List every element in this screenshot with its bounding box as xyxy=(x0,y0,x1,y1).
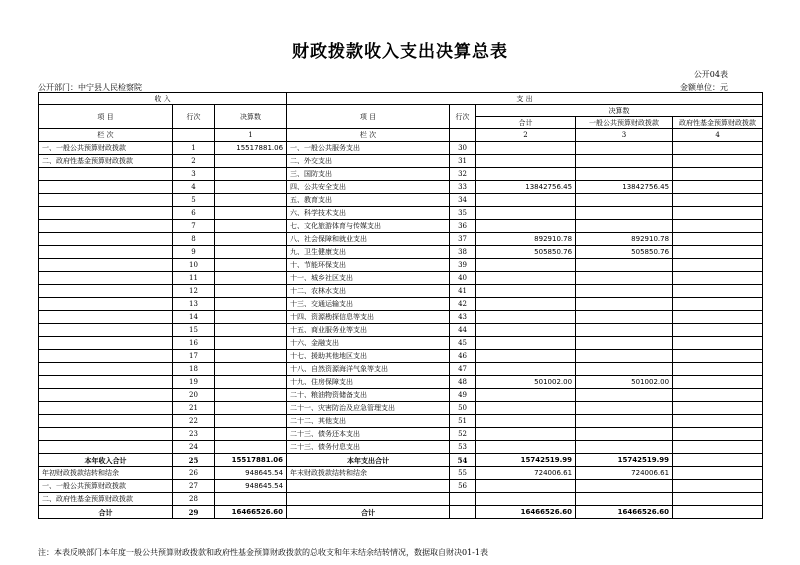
income-amount xyxy=(215,389,287,402)
expense-general xyxy=(576,311,673,324)
column-label-2: 栏 次 xyxy=(287,129,450,142)
table-row xyxy=(39,285,763,298)
income-item-header: 项 目 xyxy=(39,105,173,129)
expense-row-no: 53 xyxy=(450,441,476,454)
expense-item: 十四、资源勘探信息等支出 xyxy=(287,311,450,324)
expense-general xyxy=(576,493,673,506)
expense-total xyxy=(476,311,576,324)
income-amount xyxy=(215,233,287,246)
income-row-no: 1 xyxy=(173,142,215,155)
income-item: 二、政府性基金预算财政拨款 xyxy=(39,155,173,168)
expense-item: 二十三、债务还本支出 xyxy=(287,428,450,441)
expense-item: 三、国防支出 xyxy=(287,168,450,181)
expense-general xyxy=(576,415,673,428)
expense-row-no: 32 xyxy=(450,168,476,181)
expense-item: 八、社会保障和就业支出 xyxy=(287,233,450,246)
expense-fund xyxy=(673,363,763,376)
expense-fund xyxy=(673,194,763,207)
expense-item-header: 项 目 xyxy=(287,105,450,129)
expense-row-no: 46 xyxy=(450,350,476,363)
total-header: 合计 xyxy=(476,117,576,129)
expense-fund xyxy=(673,350,763,363)
expense-general xyxy=(576,272,673,285)
expense-row-no: 55 xyxy=(450,467,476,480)
table-row xyxy=(39,337,763,350)
expense-total xyxy=(476,441,576,454)
income-amount: 15517881.06 xyxy=(215,142,287,155)
expense-total xyxy=(476,337,576,350)
column-1: 1 xyxy=(215,129,287,142)
income-row-header: 行次 xyxy=(173,105,215,129)
income-row-no: 24 xyxy=(173,441,215,454)
table-row xyxy=(39,168,763,181)
income-item xyxy=(39,272,173,285)
expense-row-no: 51 xyxy=(450,415,476,428)
income-row-no: 21 xyxy=(173,402,215,415)
income-header: 收 入 xyxy=(39,93,287,105)
expense-general xyxy=(576,298,673,311)
expense-item: 合计 xyxy=(287,506,450,519)
form-number: 公开04表 xyxy=(693,70,728,79)
expense-general xyxy=(576,259,673,272)
expense-total xyxy=(476,428,576,441)
expense-row-no: 31 xyxy=(450,155,476,168)
table-row xyxy=(39,506,763,519)
expense-total xyxy=(476,389,576,402)
table-row xyxy=(39,259,763,272)
expense-fund xyxy=(673,402,763,415)
expense-general xyxy=(576,285,673,298)
expense-fund xyxy=(673,493,763,506)
expense-total xyxy=(476,298,576,311)
expense-item: 二十、粮油物资储备支出 xyxy=(287,389,450,402)
income-amount xyxy=(215,376,287,389)
income-amount xyxy=(215,298,287,311)
income-amount xyxy=(215,493,287,506)
expense-general xyxy=(576,402,673,415)
income-row-no: 15 xyxy=(173,324,215,337)
expense-row-no: 47 xyxy=(450,363,476,376)
income-amount xyxy=(215,272,287,285)
expense-row-no: 36 xyxy=(450,220,476,233)
expense-header: 支 出 xyxy=(287,93,763,105)
income-amount xyxy=(215,415,287,428)
income-row-no: 11 xyxy=(173,272,215,285)
income-row-no: 20 xyxy=(173,389,215,402)
table-row xyxy=(39,298,763,311)
income-amount xyxy=(215,168,287,181)
income-item xyxy=(39,350,173,363)
general-budget-header: 一般公共预算财政拨款 xyxy=(576,117,673,129)
expense-total: 15742519.99 xyxy=(476,454,576,467)
income-item xyxy=(39,220,173,233)
table-row xyxy=(39,454,763,467)
income-amount xyxy=(215,220,287,233)
expense-general xyxy=(576,480,673,493)
income-amount: 15517881.06 xyxy=(215,454,287,467)
income-item xyxy=(39,402,173,415)
expense-general xyxy=(576,337,673,350)
expense-row-no: 49 xyxy=(450,389,476,402)
expense-fund xyxy=(673,441,763,454)
expense-general: 501002.00 xyxy=(576,376,673,389)
expense-total: 892910.78 xyxy=(476,233,576,246)
expense-item: 十六、金融支出 xyxy=(287,337,450,350)
income-amount xyxy=(215,337,287,350)
expense-item: 二十三、债务付息支出 xyxy=(287,441,450,454)
income-item xyxy=(39,389,173,402)
income-item: 二、政府性基金预算财政拨款 xyxy=(39,493,173,506)
expense-item: 七、文化旅游体育与传媒支出 xyxy=(287,220,450,233)
expense-item: 二十一、灾害防治及应急管理支出 xyxy=(287,402,450,415)
expense-row-no: 44 xyxy=(450,324,476,337)
income-item xyxy=(39,311,173,324)
income-amount xyxy=(215,441,287,454)
table-row xyxy=(39,389,763,402)
expense-general xyxy=(576,428,673,441)
income-row-no: 10 xyxy=(173,259,215,272)
expense-item: 年末财政拨款结转和结余 xyxy=(287,467,450,480)
expense-total xyxy=(476,272,576,285)
income-item xyxy=(39,181,173,194)
income-item: 年初财政拨款结转和结余 xyxy=(39,467,173,480)
expense-general xyxy=(576,350,673,363)
table-row xyxy=(39,246,763,259)
expense-general xyxy=(576,155,673,168)
expense-total: 724006.61 xyxy=(476,467,576,480)
income-item: 合计 xyxy=(39,506,173,519)
income-item xyxy=(39,168,173,181)
expense-fund xyxy=(673,506,763,519)
expense-total xyxy=(476,350,576,363)
income-row-no: 28 xyxy=(173,493,215,506)
income-amount: 948645.54 xyxy=(215,467,287,480)
table-row xyxy=(39,181,763,194)
fund-budget-header: 政府性基金预算财政拨款 xyxy=(673,117,763,129)
table-row xyxy=(39,324,763,337)
expense-fund xyxy=(673,181,763,194)
expense-fund xyxy=(673,155,763,168)
expense-row-no: 35 xyxy=(450,207,476,220)
expense-total xyxy=(476,142,576,155)
income-item xyxy=(39,428,173,441)
expense-item: 四、公共安全支出 xyxy=(287,181,450,194)
expense-fund xyxy=(673,233,763,246)
expense-row-no: 48 xyxy=(450,376,476,389)
expense-fund xyxy=(673,376,763,389)
table-row xyxy=(39,350,763,363)
expense-total xyxy=(476,480,576,493)
income-amount: 16466526.60 xyxy=(215,506,287,519)
income-row-no: 19 xyxy=(173,376,215,389)
income-row-no: 4 xyxy=(173,181,215,194)
income-row-no: 26 xyxy=(173,467,215,480)
column-4: 4 xyxy=(673,129,763,142)
expense-row-no: 40 xyxy=(450,272,476,285)
expense-row-no xyxy=(450,493,476,506)
table-row xyxy=(39,493,763,506)
income-row-no: 13 xyxy=(173,298,215,311)
expense-total xyxy=(476,220,576,233)
expense-general: 15742519.99 xyxy=(576,454,673,467)
expense-general xyxy=(576,220,673,233)
table-row xyxy=(39,311,763,324)
expense-total xyxy=(476,324,576,337)
expense-row-no: 42 xyxy=(450,298,476,311)
expense-total xyxy=(476,285,576,298)
expense-general xyxy=(576,363,673,376)
income-item xyxy=(39,324,173,337)
expense-amount-header: 决算数 xyxy=(476,105,763,117)
income-row-no: 8 xyxy=(173,233,215,246)
table-row xyxy=(39,428,763,441)
income-item: 一、一般公共预算财政拨款 xyxy=(39,480,173,493)
income-row-no: 29 xyxy=(173,506,215,519)
table-row xyxy=(39,363,763,376)
expense-general xyxy=(576,142,673,155)
expense-total xyxy=(476,259,576,272)
income-amount xyxy=(215,324,287,337)
expense-total xyxy=(476,155,576,168)
expense-fund xyxy=(673,168,763,181)
income-item xyxy=(39,194,173,207)
income-row-no: 22 xyxy=(173,415,215,428)
expense-general: 16466526.60 xyxy=(576,506,673,519)
income-row-no: 3 xyxy=(173,168,215,181)
report-title: 财政拨款收入支出决算总表 xyxy=(292,42,508,62)
expense-fund xyxy=(673,337,763,350)
income-row-no: 2 xyxy=(173,155,215,168)
income-amount-header: 决算数 xyxy=(215,105,287,129)
expense-fund xyxy=(673,415,763,428)
table-row xyxy=(39,194,763,207)
expense-fund xyxy=(673,298,763,311)
column-2: 2 xyxy=(476,129,576,142)
expense-row-no xyxy=(450,506,476,519)
income-row-no: 18 xyxy=(173,363,215,376)
table-row xyxy=(39,402,763,415)
income-item xyxy=(39,233,173,246)
expense-item: 十七、援助其他地区支出 xyxy=(287,350,450,363)
expense-fund xyxy=(673,259,763,272)
income-amount xyxy=(215,363,287,376)
expense-general xyxy=(576,194,673,207)
income-amount xyxy=(215,402,287,415)
expense-item: 十九、住房保障支出 xyxy=(287,376,450,389)
expense-total: 16466526.60 xyxy=(476,506,576,519)
income-item: 一、一般公共预算财政拨款 xyxy=(39,142,173,155)
expense-item: 十五、商业服务业等支出 xyxy=(287,324,450,337)
income-item xyxy=(39,259,173,272)
expense-row-no: 43 xyxy=(450,311,476,324)
table-row xyxy=(39,155,763,168)
expense-item: 六、科学技术支出 xyxy=(287,207,450,220)
expense-total: 13842756.45 xyxy=(476,181,576,194)
income-item: 本年收入合计 xyxy=(39,454,173,467)
expense-row-no: 50 xyxy=(450,402,476,415)
expense-row-header: 行次 xyxy=(450,105,476,129)
income-amount xyxy=(215,246,287,259)
expense-row-no: 45 xyxy=(450,337,476,350)
expense-total xyxy=(476,363,576,376)
expense-general xyxy=(576,207,673,220)
expense-total xyxy=(476,168,576,181)
expense-item: 十一、城乡社区支出 xyxy=(287,272,450,285)
expense-row-no: 37 xyxy=(450,233,476,246)
income-item xyxy=(39,363,173,376)
income-row-no: 16 xyxy=(173,337,215,350)
footnote: 注：本表反映部门本年度一般公共预算财政拨款和政府性基金预算财政拨款的总收支和年末结余结转情况，数据取自财决01-1表 xyxy=(38,548,488,557)
income-row-no: 7 xyxy=(173,220,215,233)
expense-general xyxy=(576,389,673,402)
income-amount xyxy=(215,350,287,363)
expense-row-no: 52 xyxy=(450,428,476,441)
income-amount xyxy=(215,181,287,194)
expense-fund xyxy=(673,285,763,298)
income-item xyxy=(39,415,173,428)
expense-fund xyxy=(673,311,763,324)
table-row xyxy=(39,220,763,233)
income-amount xyxy=(215,311,287,324)
table-row xyxy=(39,480,763,493)
income-item xyxy=(39,207,173,220)
expense-item: 本年支出合计 xyxy=(287,454,450,467)
income-item xyxy=(39,376,173,389)
income-item xyxy=(39,298,173,311)
expense-item: 十八、自然资源海洋气象等支出 xyxy=(287,363,450,376)
expense-general: 724006.61 xyxy=(576,467,673,480)
expense-fund xyxy=(673,389,763,402)
expense-fund xyxy=(673,428,763,441)
income-amount xyxy=(215,285,287,298)
amount-unit: 金额单位：元 xyxy=(680,83,728,92)
table-row xyxy=(39,207,763,220)
department: 公开部门：中宁县人民检察院 xyxy=(38,83,142,92)
expense-fund xyxy=(673,246,763,259)
expense-item xyxy=(287,480,450,493)
income-row-no: 9 xyxy=(173,246,215,259)
income-amount xyxy=(215,194,287,207)
expense-item: 十三、交通运输支出 xyxy=(287,298,450,311)
table-row xyxy=(39,441,763,454)
expense-item: 十、节能环保支出 xyxy=(287,259,450,272)
income-item xyxy=(39,246,173,259)
income-item xyxy=(39,441,173,454)
expense-general xyxy=(576,441,673,454)
table-row xyxy=(39,467,763,480)
expense-total xyxy=(476,207,576,220)
expense-fund xyxy=(673,467,763,480)
table-row xyxy=(39,415,763,428)
table-row xyxy=(39,142,763,155)
expense-fund xyxy=(673,220,763,233)
table-row xyxy=(39,272,763,285)
expense-fund xyxy=(673,480,763,493)
expense-item xyxy=(287,493,450,506)
expense-item: 九、卫生健康支出 xyxy=(287,246,450,259)
expense-general: 505850.76 xyxy=(576,246,673,259)
expense-fund xyxy=(673,207,763,220)
expense-item: 一、一般公共服务支出 xyxy=(287,142,450,155)
expense-item: 十二、农林水支出 xyxy=(287,285,450,298)
expense-total: 501002.00 xyxy=(476,376,576,389)
expense-item: 二、外交支出 xyxy=(287,155,450,168)
income-amount xyxy=(215,428,287,441)
expense-row-no: 41 xyxy=(450,285,476,298)
expense-item: 二十二、其他支出 xyxy=(287,415,450,428)
expense-general xyxy=(576,324,673,337)
expense-general xyxy=(576,168,673,181)
income-amount xyxy=(215,259,287,272)
expense-fund xyxy=(673,324,763,337)
expense-total xyxy=(476,402,576,415)
table-row xyxy=(39,376,763,389)
income-row-no: 25 xyxy=(173,454,215,467)
expense-fund xyxy=(673,454,763,467)
expense-total xyxy=(476,194,576,207)
expense-item: 五、教育支出 xyxy=(287,194,450,207)
expense-general: 892910.78 xyxy=(576,233,673,246)
income-item xyxy=(39,285,173,298)
expense-fund xyxy=(673,142,763,155)
income-row-no: 23 xyxy=(173,428,215,441)
income-row-no: 27 xyxy=(173,480,215,493)
expense-row-no: 56 xyxy=(450,480,476,493)
income-row-no: 17 xyxy=(173,350,215,363)
expense-row-no: 39 xyxy=(450,259,476,272)
budget-table xyxy=(38,92,763,519)
income-row-no: 6 xyxy=(173,207,215,220)
income-row-no: 14 xyxy=(173,311,215,324)
expense-general: 13842756.45 xyxy=(576,181,673,194)
income-amount xyxy=(215,207,287,220)
column-3: 3 xyxy=(576,129,673,142)
income-row-no: 5 xyxy=(173,194,215,207)
expense-row-no: 33 xyxy=(450,181,476,194)
expense-row-no: 38 xyxy=(450,246,476,259)
expense-row-no: 34 xyxy=(450,194,476,207)
table-row xyxy=(39,233,763,246)
expense-fund xyxy=(673,272,763,285)
expense-total xyxy=(476,493,576,506)
expense-row-no: 54 xyxy=(450,454,476,467)
expense-total xyxy=(476,415,576,428)
expense-total: 505850.76 xyxy=(476,246,576,259)
income-amount xyxy=(215,155,287,168)
expense-row-no: 30 xyxy=(450,142,476,155)
column-label: 栏 次 xyxy=(39,129,173,142)
income-row-no: 12 xyxy=(173,285,215,298)
income-item xyxy=(39,337,173,350)
income-amount: 948645.54 xyxy=(215,480,287,493)
